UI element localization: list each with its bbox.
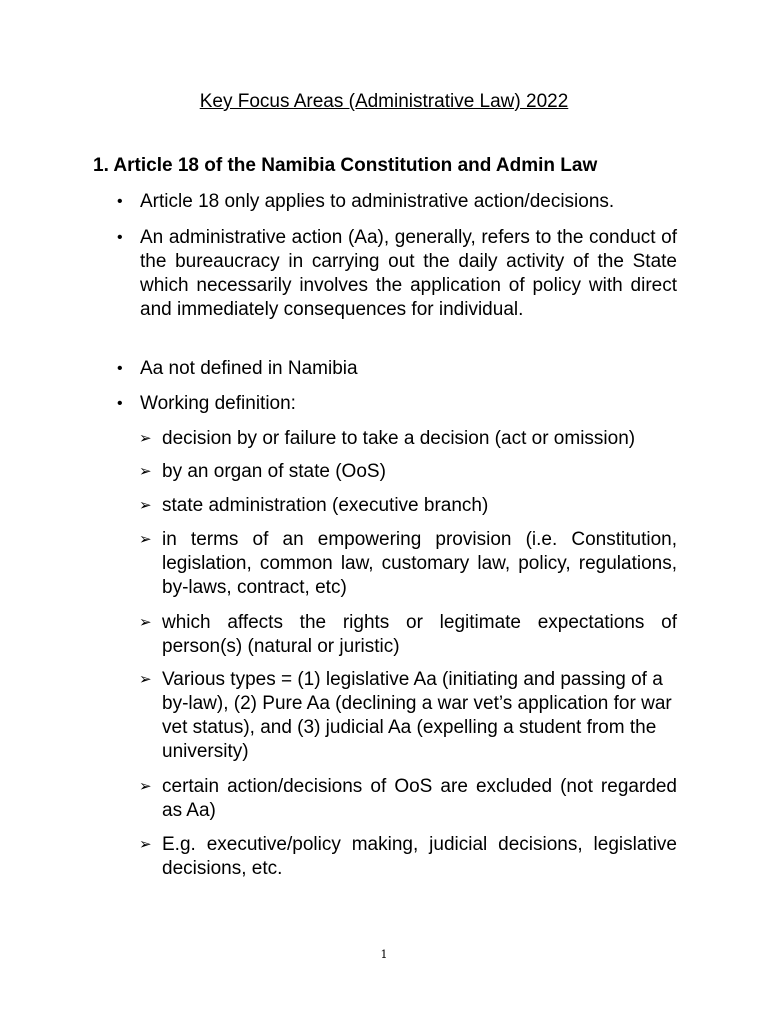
bullet-marker: • [117, 229, 123, 246]
section-heading: 1. Article 18 of the Namibia Constitution and Admin Law [93, 155, 598, 176]
bullet-text: Article 18 only applies to administrative action/decisions. [140, 191, 615, 212]
sub-item-text: by an organ of state (OoS) [162, 461, 386, 482]
arrow-marker: ➢ [139, 463, 152, 480]
sub-item-text: decision by or failure to take a decision (act or omission) [162, 428, 636, 449]
document-title: Key Focus Areas (Administrative Law) 2022 [199, 91, 569, 112]
bullet-text: An administrative action (Aa), generally, refers to the conduct of the bureaucracy in carrying out the daily activity of the State which necessarily involves the application of policy with direct and immediately consequences for individual. [140, 227, 677, 320]
sub-item-text: state administration (executive branch) [162, 495, 489, 516]
sub-item-text: which affects the rights or legitimate expectations of person(s) (natural or juristic) [162, 612, 677, 657]
sub-item-text: in terms of an empowering provision (i.e. Constitution, legislation, common law, customary law, policy, regulations, by-laws, contract, etc) [162, 529, 677, 598]
page-number: 1 [380, 948, 388, 961]
bullet-text: Working definition: [140, 393, 296, 414]
sub-item-text: Various types = (1) legislative Aa (initiating and passing of a by-law), (2) Pure Aa (declining a war vet’s application for war vet status), and (3) judicial Aa (expelling a student from the university) [162, 669, 672, 762]
arrow-marker: ➢ [139, 671, 152, 688]
bullet-marker: • [117, 193, 123, 210]
arrow-marker: ➢ [139, 531, 152, 548]
arrow-marker: ➢ [139, 614, 152, 631]
arrow-marker: ➢ [139, 836, 152, 853]
arrow-marker: ➢ [139, 497, 152, 514]
bullet-marker: • [117, 360, 123, 377]
sub-item-text: certain action/decisions of OoS are excluded (not regarded as Aa) [162, 776, 677, 821]
sub-item-text: E.g. executive/policy making, judicial decisions, legislative decisions, etc. [162, 834, 677, 879]
bullet-marker: • [117, 395, 123, 412]
arrow-marker: ➢ [139, 778, 152, 795]
bullet-text: Aa not defined in Namibia [140, 358, 358, 379]
arrow-marker: ➢ [139, 430, 152, 447]
